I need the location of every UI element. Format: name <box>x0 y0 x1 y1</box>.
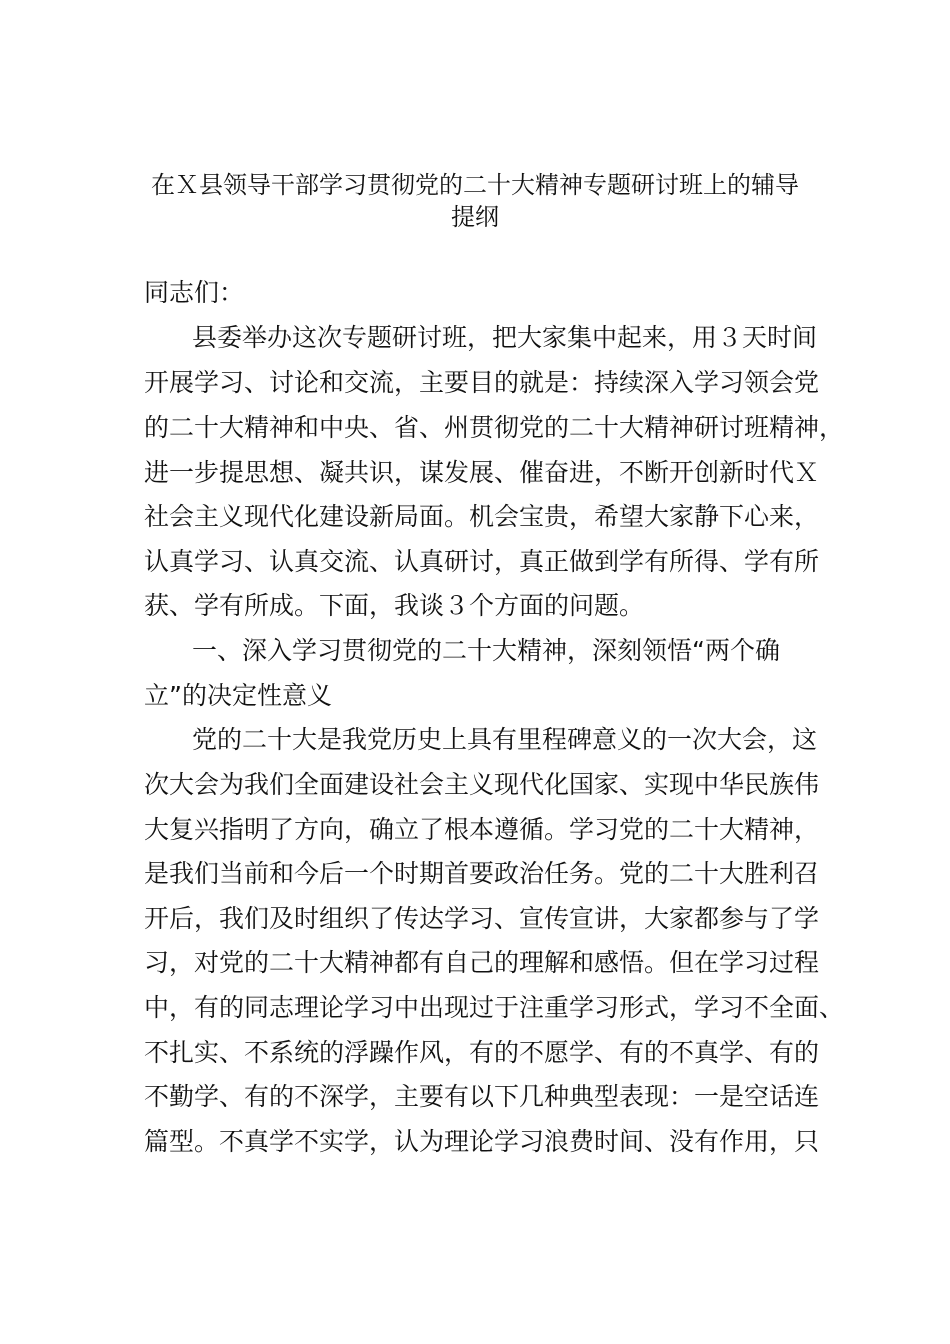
document-title-line-1: 在Ｘ县领导干部学习贯彻党的二十大精神专题研讨班上的辅导 <box>151 171 799 199</box>
section-heading-line: 立”的决定性意义 <box>144 681 332 710</box>
body-line: 党的二十大是我党历史上具有里程碑意义的一次大会，这 <box>192 725 818 754</box>
body-line: 社会主义现代化建设新局面。机会宝贵，希望大家静下心来， <box>144 502 820 531</box>
body-line: 篇型。不真学不实学，认为理论学习浪费时间、没有作用，只 <box>144 1127 820 1156</box>
document-title-line-2: 提纲 <box>451 203 499 231</box>
body-line: 进一步提思想、凝共识，谋发展、催奋进，不断开创新时代Ｘ <box>144 458 820 487</box>
body-line: 大复兴指明了方向，确立了根本遵循。学习党的二十大精神， <box>144 815 820 844</box>
body-line: 中，有的同志理论学习中出现过于注重学习形式，学习不全面、 <box>144 993 845 1022</box>
body-line: 习，对党的二十大精神都有自己的理解和感悟。但在学习过程 <box>144 948 820 977</box>
body-line: 县委举办这次专题研讨班，把大家集中起来，用３天时间 <box>192 323 818 352</box>
body-line: 不扎实、不系统的浮躁作风，有的不愿学、有的不真学、有的 <box>144 1038 820 1067</box>
body-line: 认真学习、认真交流、认真研讨，真正做到学有所得、学有所 <box>144 547 820 576</box>
body-line: 不勤学、有的不深学，主要有以下几种典型表现：一是空话连 <box>144 1082 820 1111</box>
salutation: 同志们： <box>144 278 245 307</box>
body-line: 开后，我们及时组织了传达学习、宣传宣讲，大家都参与了学 <box>144 904 820 933</box>
body-line: 次大会为我们全面建设社会主义现代化国家、实现中华民族伟 <box>144 770 820 799</box>
body-line: 的二十大精神和中央、省、州贯彻党的二十大精神研讨班精神， <box>144 413 845 442</box>
body-line: 是我们当前和今后一个时期首要政治任务。党的二十大胜利召 <box>144 859 820 888</box>
body-line: 获、学有所成。下面，我谈３个方面的问题。 <box>144 591 645 620</box>
body-line: 开展学习、讨论和交流，主要目的就是：持续深入学习领会党 <box>144 368 820 397</box>
section-heading-line: 一、深入学习贯彻党的二十大精神，深刻领悟“两个确 <box>192 636 780 665</box>
